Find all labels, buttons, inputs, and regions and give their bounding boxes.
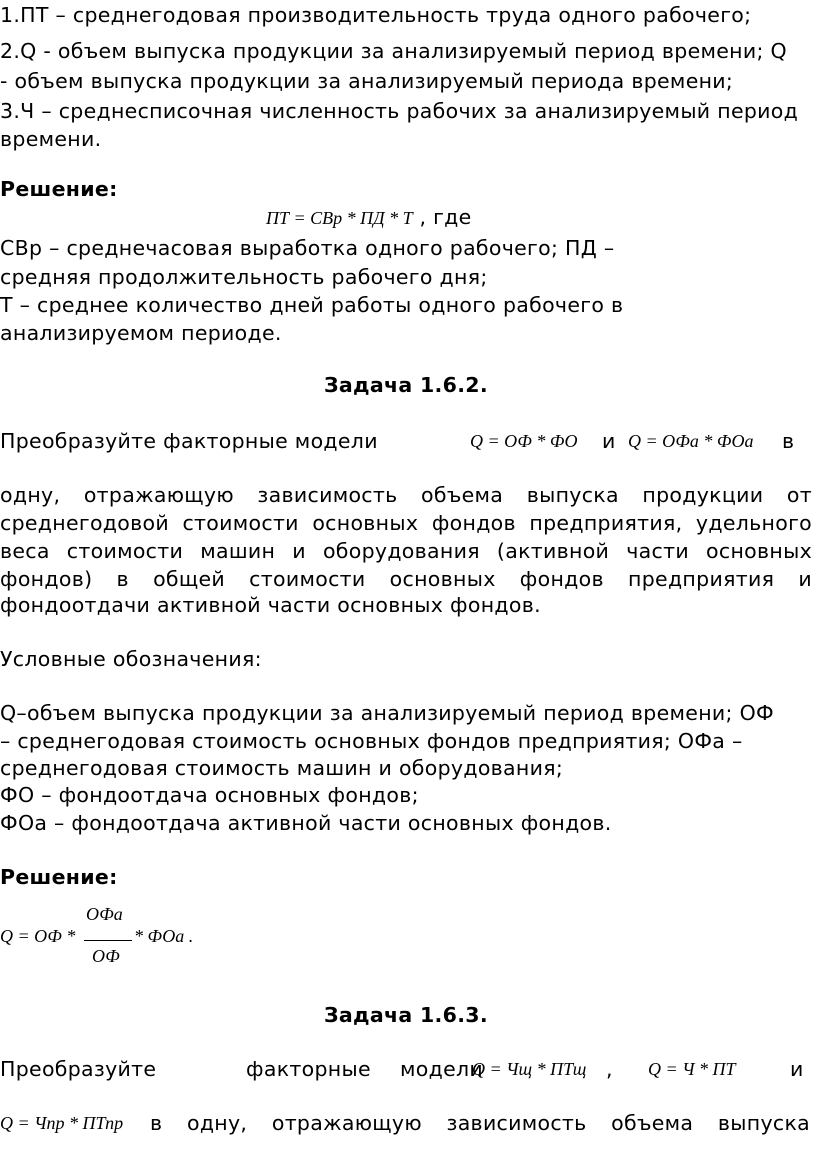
formula: Q = Ч * ПТ	[648, 1059, 736, 1079]
formula: Q = ОФа * ФОа	[628, 431, 754, 451]
conjunction: и	[602, 429, 616, 453]
definition-line: времени.	[0, 127, 102, 151]
definition-line: СВр – среднечасовая выработка одного рабочего; ПД –	[0, 236, 615, 260]
formula: Q = Чщ * ПТщ	[472, 1059, 587, 1079]
formula: Q = Чпр * ПТпр	[0, 1113, 124, 1133]
paragraph-line: веса стоимости машин и оборудования (активной части основных	[0, 539, 812, 563]
legend-line: среднегодовая стоимость машин и оборудования;	[0, 756, 564, 780]
fraction-denominator: ОФ	[92, 946, 120, 966]
task-title: Задача 1.6.2.	[324, 373, 488, 397]
task-intro: Преобразуйте	[0, 1057, 157, 1081]
preposition: в	[782, 429, 795, 453]
solution-heading: Решение:	[0, 177, 118, 201]
paragraph-line: фондоотдачи активной части основных фондов.	[0, 593, 541, 617]
legend-line: – среднегодовая стоимость основных фондов предприятия; ОФа –	[0, 729, 743, 753]
paragraph-text: в одну, отражающую зависимость объема выпуска	[150, 1111, 810, 1135]
paragraph-line: фондов) в общей стоимости основных фондов предприятия и	[0, 567, 812, 591]
task-intro: Преобразуйте факторные модели	[0, 429, 378, 453]
definition-line: средняя продолжительность рабочего дня;	[0, 265, 488, 289]
legend-line: ФОа – фондоотдача активной части основных фондов.	[0, 811, 612, 835]
task-title: Задача 1.6.3.	[324, 1003, 488, 1027]
task-word: модели	[400, 1057, 484, 1081]
legend-title: Условные обозначения:	[0, 647, 262, 671]
punctuation: ,	[606, 1057, 613, 1081]
solution-heading: Решение:	[0, 865, 118, 889]
fraction-numerator: ОФа	[86, 904, 123, 924]
formula-rhs: * ФОа .	[134, 926, 194, 946]
paragraph-line: среднегодовой стоимости основных фондов предприятия, удельного	[0, 511, 812, 535]
definition-line: 3.Ч – среднесписочная численность рабочих за анализируемый период	[0, 99, 799, 123]
definition-line: 1.ПТ – среднегодовая производительность труда одного рабочего;	[0, 3, 752, 27]
formula: Q = ОФ * ФО	[470, 431, 578, 451]
conjunction: и	[790, 1057, 804, 1081]
formula-lhs: Q = ОФ *	[0, 926, 76, 946]
definition-line: Т – среднее количество дней работы одного рабочего в	[0, 293, 624, 317]
fraction-bar	[84, 940, 132, 941]
task-word: факторные	[246, 1057, 371, 1081]
legend-line: ФО – фондоотдача основных фондов;	[0, 783, 419, 807]
definition-line: - объем выпуска продукции за анализируемый периода времени;	[0, 69, 734, 93]
definition-line: 2.Q - объем выпуска продукции за анализируемый период времени; Q	[0, 39, 787, 63]
legend-line: Q–объем выпуска продукции за анализируемый период времени; ОФ	[0, 701, 774, 725]
formula-suffix: , где	[419, 205, 472, 229]
paragraph-line: одну, отражающую зависимость объема выпуска продукции от	[0, 483, 812, 507]
formula: ПТ = СВр * ПД * Т	[266, 208, 413, 228]
formula-line	[266, 204, 472, 231]
definition-line: анализируемом периоде.	[0, 321, 282, 345]
